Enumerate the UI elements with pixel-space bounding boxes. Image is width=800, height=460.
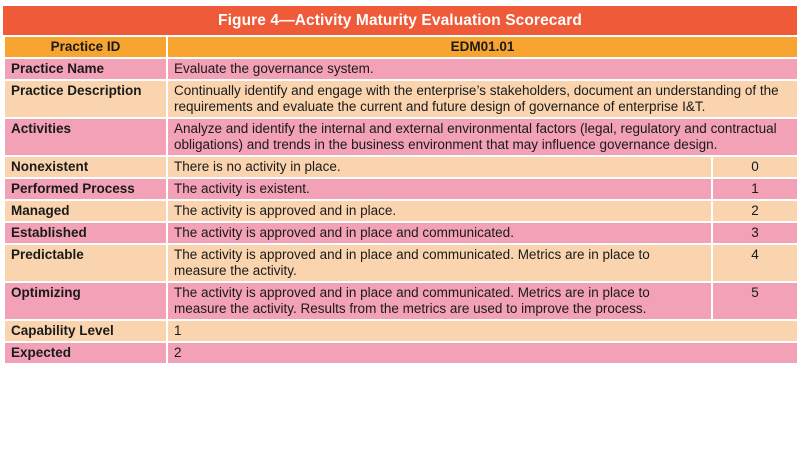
level-row (4, 200, 798, 222)
level-label: Predictable (4, 244, 167, 282)
practice-id-value: EDM01.01 (167, 36, 798, 58)
practice-description-row (4, 80, 798, 118)
level-row (4, 156, 798, 178)
scorecard-figure (3, 6, 797, 365)
capability-level-row (4, 320, 798, 342)
footer-label: Capability Level (4, 320, 167, 342)
level-text: The activity is approved and in place and communicated. Metrics are in place to measure the activity. (167, 244, 712, 282)
level-row (4, 222, 798, 244)
level-score: 5 (712, 282, 798, 320)
activities-row (4, 118, 798, 156)
level-text: There is no activity in place. (167, 156, 712, 178)
level-label: Managed (4, 200, 167, 222)
footer-value: 1 (167, 320, 798, 342)
figure-title: Figure 4—Activity Maturity Evaluation Scorecard (3, 6, 797, 35)
level-label: Established (4, 222, 167, 244)
level-row (4, 178, 798, 200)
scorecard-table (3, 35, 799, 365)
level-label: Optimizing (4, 282, 167, 320)
level-row (4, 244, 798, 282)
level-score: 2 (712, 200, 798, 222)
level-row (4, 282, 798, 320)
row-label: Activities (4, 118, 167, 156)
level-text: The activity is approved and in place. (167, 200, 712, 222)
row-label: Practice Name (4, 58, 167, 80)
footer-value: 2 (167, 342, 798, 364)
row-text: Continually identify and engage with the enterprise’s stakeholders, document an understanding of the requirements and evaluate the current and future design of governance of enterprise I&T. (167, 80, 798, 118)
level-text: The activity is approved and in place and communicated. Metrics are in place to measure the activity. Results from the metrics are used to improve the process. (167, 282, 712, 320)
level-score: 3 (712, 222, 798, 244)
level-text: The activity is existent. (167, 178, 712, 200)
expected-row (4, 342, 798, 364)
header-row (4, 36, 798, 58)
level-score: 1 (712, 178, 798, 200)
row-text: Analyze and identify the internal and external environmental factors (legal, regulatory and contractual obligations) and trends in the business environment that may influence governance design. (167, 118, 798, 156)
level-score: 0 (712, 156, 798, 178)
level-label: Performed Process (4, 178, 167, 200)
practice-name-row (4, 58, 798, 80)
row-label: Practice Description (4, 80, 167, 118)
footer-label: Expected (4, 342, 167, 364)
level-label: Nonexistent (4, 156, 167, 178)
row-text: Evaluate the governance system. (167, 58, 798, 80)
level-text: The activity is approved and in place and communicated. (167, 222, 712, 244)
level-score: 4 (712, 244, 798, 282)
header-label: Practice ID (4, 36, 167, 58)
